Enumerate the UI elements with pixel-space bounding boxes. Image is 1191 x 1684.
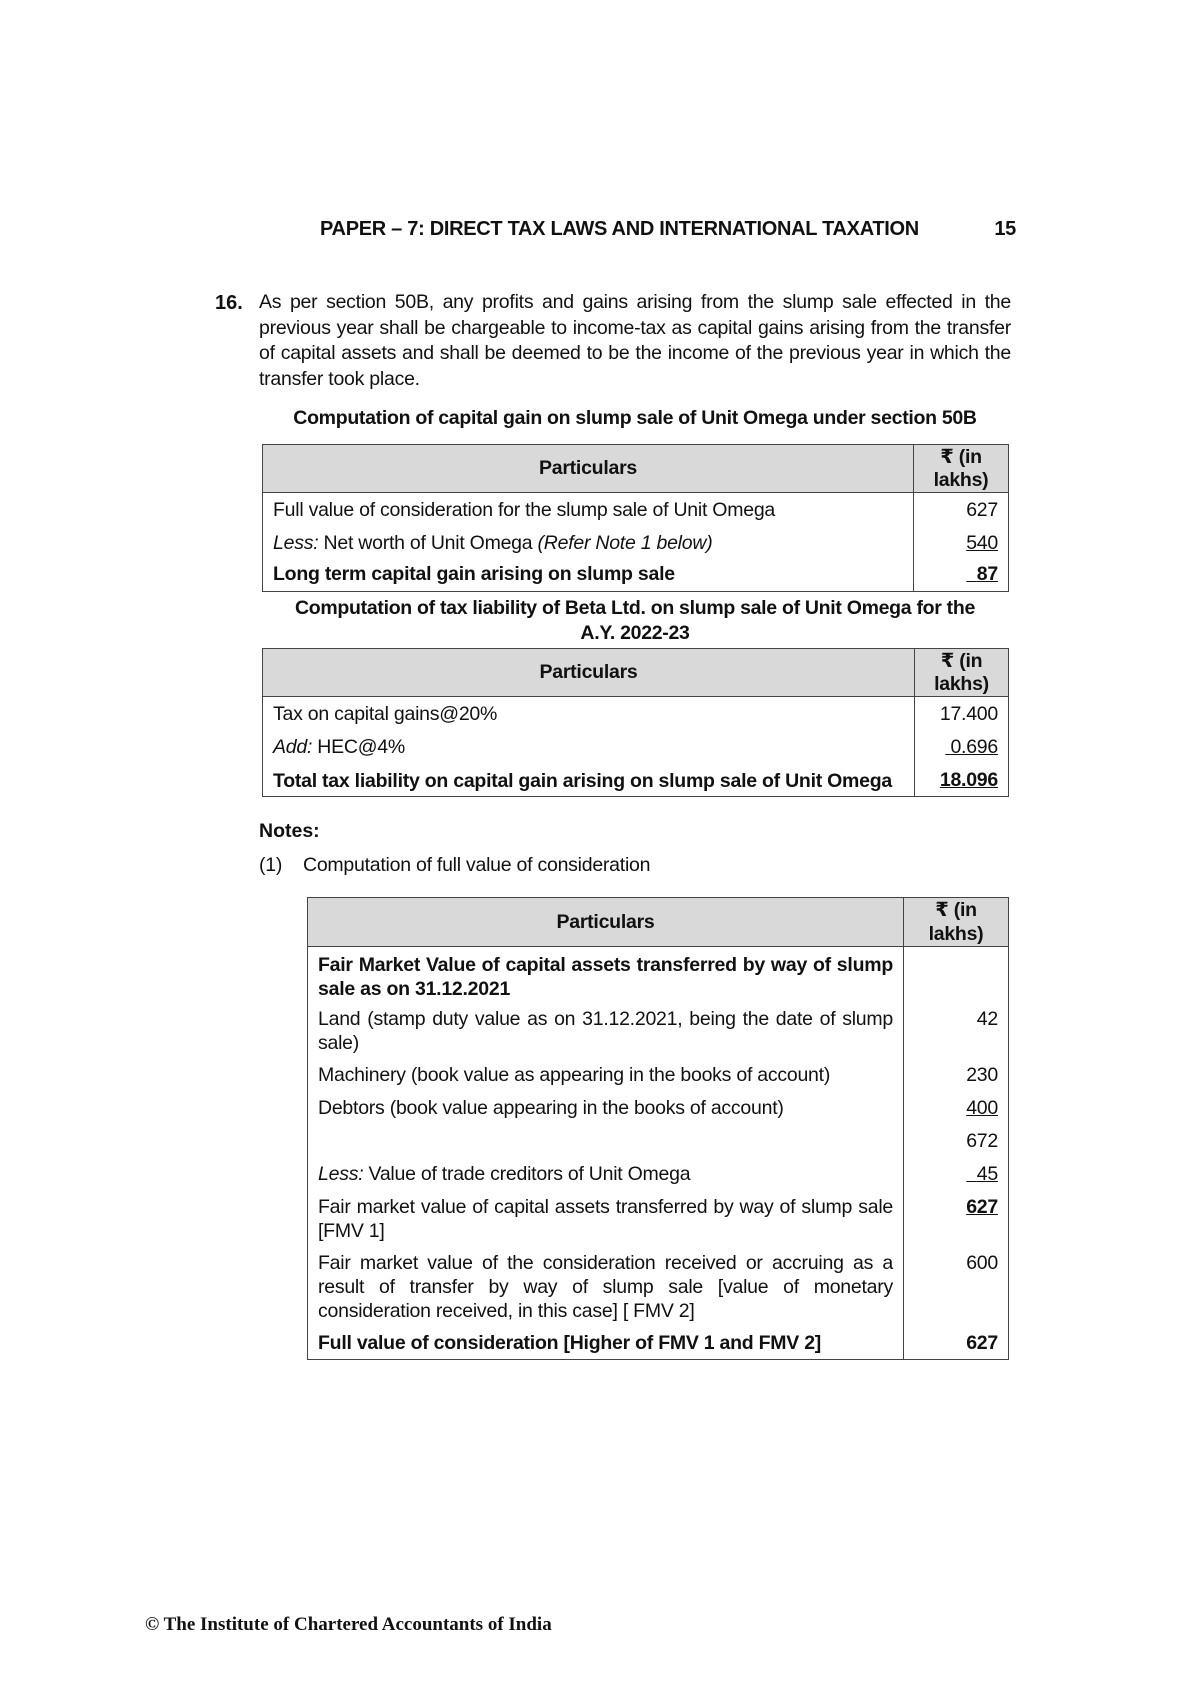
page-header: [0, 218, 1191, 244]
table-row: [308, 1094, 1009, 1127]
table-row: [308, 1329, 1009, 1360]
col-amount: ₹ (in lakhs): [904, 898, 1009, 947]
row-amount: 400: [904, 1094, 1009, 1127]
row-amount: 627: [904, 1193, 1009, 1249]
col-amount: ₹ (in lakhs): [915, 649, 1009, 697]
row-label: [263, 526, 914, 559]
row-amount: 540: [914, 526, 1009, 559]
row-label: [308, 1127, 904, 1160]
row-amount: 42: [904, 1007, 1009, 1061]
row-label: Total tax liability on capital gain arising on slump sale of Unit Omega: [263, 763, 915, 797]
table-row: [308, 1127, 1009, 1160]
row-label: Debtors (book value appearing in the books of account): [308, 1094, 904, 1127]
question-text: As per section 50B, any profits and gains arising from the slump sale effected in the previous year shall be chargeable to income-tax as capital gains arising from the transfer of capital assets and shall be deemed to be the income of the previous year in which the transfer took place.: [259, 291, 1011, 390]
table-row: [263, 763, 1009, 797]
table-row: [263, 697, 1009, 730]
notes-heading: Notes:: [259, 820, 320, 842]
refer-note: (Refer Note 1 below): [537, 531, 713, 554]
row-amount: 627: [904, 1329, 1009, 1360]
less-prefix: Less:: [273, 531, 319, 554]
row-amount: 600: [904, 1249, 1009, 1329]
table-row: [263, 493, 1009, 526]
table1-heading: Computation of capital gain on slump sale of Unit Omega under section 50B: [293, 407, 977, 429]
note-1: (1) Computation of full value of consideration: [259, 854, 651, 876]
row-amount: [904, 947, 1009, 1008]
table-row: [308, 1160, 1009, 1193]
row-label: Land (stamp duty value as on 31.12.2021, being the date of slump sale): [308, 1007, 904, 1061]
add-prefix: Add:: [273, 735, 313, 758]
row-label: Fair Market Value of capital assets transferred by way of slump sale as on 31.12.2021: [308, 947, 904, 1008]
table-row: [308, 1249, 1009, 1329]
row-amount: 87: [914, 559, 1009, 592]
row-amount: 672: [904, 1127, 1009, 1160]
full-value-table: [307, 897, 1009, 1360]
capital-gain-table: [262, 444, 1009, 592]
table2-heading: Computation of tax liability of Beta Ltd. on slump sale of Unit Omega for the A.Y. 2022-23: [294, 597, 975, 644]
row-label: Long term capital gain arising on slump sale: [263, 559, 914, 592]
col-particulars: Particulars: [308, 898, 904, 947]
paper-title: PAPER – 7: DIRECT TAX LAWS AND INTERNATIONAL TAXATION: [320, 218, 919, 240]
col-amount: ₹ (in lakhs): [914, 445, 1009, 493]
col-particulars: Particulars: [263, 649, 915, 697]
row-label: Fair market value of the consideration received or accruing as a result of transfer by way of slump sale [value of monetary consideration received, in this case] [ FMV 2]: [308, 1249, 904, 1329]
row-amount: 18.096: [915, 763, 1009, 797]
table-row: [263, 526, 1009, 559]
row-text: Net worth of Unit Omega: [318, 531, 538, 554]
table-row: [263, 559, 1009, 592]
col-particulars: Particulars: [263, 445, 914, 493]
row-amount: 0.696: [915, 730, 1009, 763]
row-label: Less: Value of trade creditors of Unit Omega: [308, 1160, 904, 1193]
table-row: [308, 947, 1009, 1008]
page-number: 15: [994, 218, 1016, 240]
footer-copyright: © The Institute of Chartered Accountants of India: [145, 1614, 552, 1635]
table-row: [263, 730, 1009, 763]
question-number: 16.: [215, 292, 243, 314]
tax-liability-table: [262, 648, 1009, 797]
row-label: Fair market value of capital assets transferred by way of slump sale [FMV 1]: [308, 1193, 904, 1249]
row-label: Machinery (book value as appearing in the books of account): [308, 1061, 904, 1094]
table-row: [308, 1007, 1009, 1061]
row-amount: 45: [904, 1160, 1009, 1193]
row-label: Full value of consideration [Higher of FMV 1 and FMV 2]: [308, 1329, 904, 1360]
table-row: [308, 1193, 1009, 1249]
table-row: [308, 1061, 1009, 1094]
row-label: Full value of consideration for the slump sale of Unit Omega: [263, 493, 914, 526]
row-amount: 627: [914, 493, 1009, 526]
row-label: Tax on capital gains@20%: [263, 697, 915, 730]
row-amount: 17.400: [915, 697, 1009, 730]
row-amount: 230: [904, 1061, 1009, 1094]
row-label: Add: HEC@4%: [263, 730, 915, 763]
